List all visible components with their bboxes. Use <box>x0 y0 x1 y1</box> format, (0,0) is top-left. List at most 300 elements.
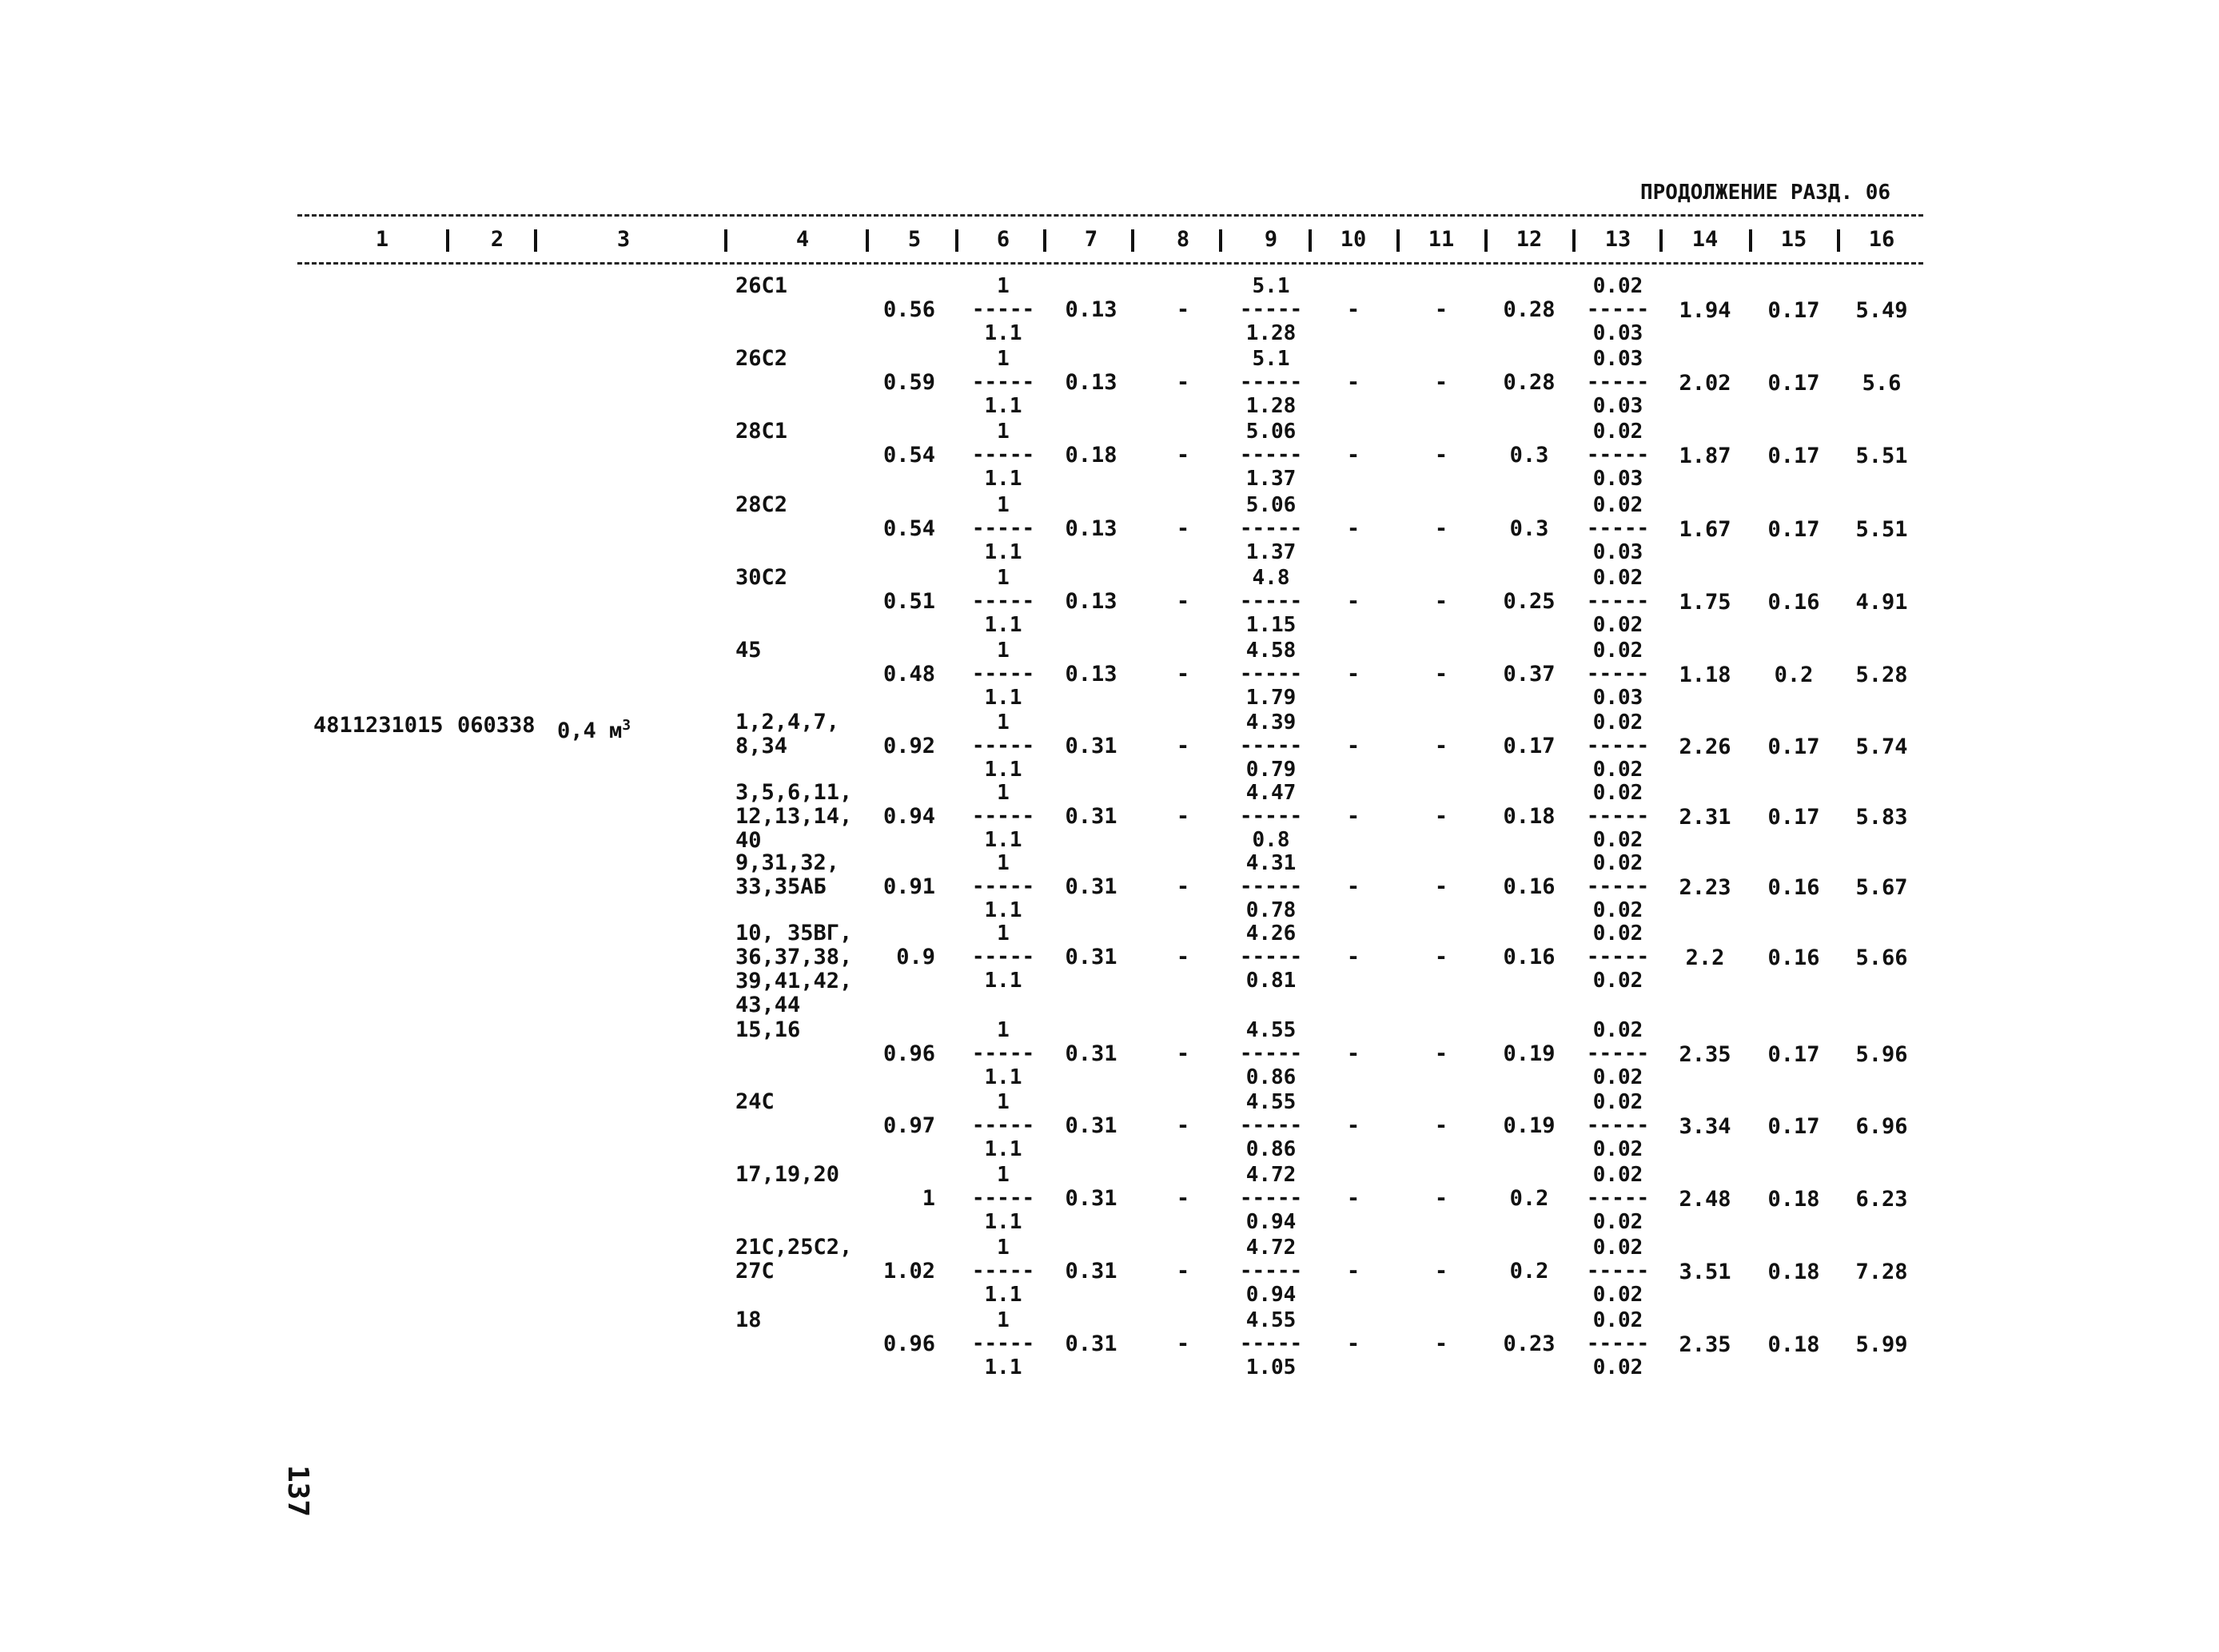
fraction-numerator: 4.47 <box>1245 781 1297 805</box>
cell-col-8: - <box>1176 589 1190 614</box>
fraction-bar: ----- <box>1586 1332 1650 1355</box>
fraction-bar: ----- <box>971 1041 1035 1065</box>
unit-exponent: 3 <box>622 717 631 734</box>
cell-col-7: 0.13 <box>1065 589 1117 614</box>
fraction-bar: ----- <box>971 734 1035 758</box>
column-header-2: 2 <box>490 227 504 252</box>
fraction-numerator: 0.02 <box>1592 274 1643 298</box>
fraction-denominator: 1.05 <box>1245 1355 1297 1379</box>
cell-col-11: - <box>1434 516 1448 541</box>
grade-label: 21С,25С2, <box>735 1235 853 1260</box>
cell-col-14: 2.26 <box>1679 734 1731 759</box>
cell-col-5: 0.51 <box>882 589 935 614</box>
cell-col-8: - <box>1176 662 1190 687</box>
fraction-denominator: 1.1 <box>984 758 1022 782</box>
column-header-11: 11 <box>1428 227 1455 252</box>
fraction-denominator: 1.79 <box>1245 686 1297 710</box>
page-number: 137 <box>281 1464 315 1518</box>
column-header-7: 7 <box>1084 227 1098 252</box>
cell-col-5: 0.94 <box>882 804 935 829</box>
fraction-numerator: 1 <box>997 922 1010 945</box>
cell-col-14: 2.02 <box>1679 371 1731 396</box>
column-header-6: 6 <box>996 227 1010 252</box>
fraction-bar: ----- <box>1586 589 1650 613</box>
cell-col-10: - <box>1346 1113 1360 1138</box>
cell-col-10: - <box>1346 874 1360 899</box>
fraction-bar: ----- <box>971 804 1035 828</box>
cell-col-11: - <box>1434 662 1448 687</box>
grade-label: 26С1 <box>735 273 788 298</box>
cell-col-16: 5.96 <box>1855 1042 1908 1067</box>
fraction-bar: ----- <box>971 662 1035 686</box>
fraction-denominator: 1.1 <box>984 1210 1022 1234</box>
cell-col-5: 0.96 <box>882 1332 935 1356</box>
cell-col-16: 5.67 <box>1855 875 1908 900</box>
grade-label: 43,44 <box>735 993 801 1017</box>
fraction-denominator: 0.03 <box>1592 321 1643 345</box>
unit-volume: 0,4 $м^3$ <box>557 717 631 743</box>
cell-col-15: 0.17 <box>1767 805 1820 830</box>
cell-col-12: 0.2 <box>1509 1259 1549 1284</box>
cell-col-7: 0.13 <box>1065 297 1117 322</box>
column-separator <box>1837 229 1840 252</box>
cell-col-12: 0.18 <box>1503 804 1556 829</box>
fraction-denominator: 1.1 <box>984 467 1022 491</box>
cell-col-8: - <box>1176 734 1190 758</box>
cell-col-15: 0.17 <box>1767 517 1820 542</box>
cell-col-16: 5.28 <box>1855 663 1908 687</box>
cell-col-10: - <box>1346 370 1360 395</box>
column-separator <box>1309 229 1312 252</box>
grade-label: 45 <box>735 638 762 663</box>
fraction-denominator: 0.02 <box>1592 613 1643 637</box>
cell-col-16: 5.49 <box>1855 298 1908 323</box>
cell-col-10: - <box>1346 662 1360 687</box>
fraction-denominator: 0.03 <box>1592 540 1643 564</box>
column-separator <box>1484 229 1488 252</box>
cell-col-5: 0.91 <box>882 874 935 899</box>
fraction-bar: ----- <box>1239 516 1303 540</box>
cell-col-16: 5.51 <box>1855 517 1908 542</box>
continuation-header: ПРОДОЛЖЕНИЕ РАЗД. 06 <box>1640 181 1891 205</box>
fraction-denominator: 0.02 <box>1592 828 1643 852</box>
cell-col-10: - <box>1346 589 1360 614</box>
cell-col-16: 5.74 <box>1855 734 1908 759</box>
grade-label: 10, 35ВГ, <box>735 921 853 945</box>
fraction-numerator: 5.06 <box>1245 420 1297 444</box>
cell-col-11: - <box>1434 1041 1448 1066</box>
cell-col-12: 0.37 <box>1503 662 1556 687</box>
cell-col-8: - <box>1176 370 1190 395</box>
cell-col-10: - <box>1346 1332 1360 1356</box>
fraction-bar: ----- <box>1586 1259 1650 1283</box>
fraction-numerator: 5.06 <box>1245 493 1297 517</box>
fraction-numerator: 0.02 <box>1592 922 1643 945</box>
cell-col-14: 2.31 <box>1679 805 1731 830</box>
fraction-numerator: 5.1 <box>1252 274 1290 298</box>
fraction-numerator: 4.31 <box>1245 851 1297 875</box>
fraction-bar: ----- <box>1586 734 1650 758</box>
cell-col-7: 0.31 <box>1065 1113 1117 1138</box>
fraction-denominator: 0.02 <box>1592 1137 1643 1161</box>
fraction-numerator: 4.55 <box>1245 1090 1297 1114</box>
fraction-bar: ----- <box>1239 1041 1303 1065</box>
cell-col-11: - <box>1434 1113 1448 1138</box>
cell-col-14: 1.18 <box>1679 663 1731 687</box>
column-separator <box>446 229 449 252</box>
cell-col-14: 2.2 <box>1685 945 1725 970</box>
fraction-denominator: 1.1 <box>984 321 1022 345</box>
item-code: 060338 <box>457 713 536 738</box>
cell-col-10: - <box>1346 1041 1360 1066</box>
fraction-bar: ----- <box>1239 1332 1303 1355</box>
cell-col-11: - <box>1434 1259 1448 1284</box>
column-separator <box>534 229 537 252</box>
fraction-denominator: 0.02 <box>1592 758 1643 782</box>
fraction-numerator: 1 <box>997 1236 1010 1260</box>
cell-col-7: 0.13 <box>1065 662 1117 687</box>
fraction-denominator: 0.02 <box>1592 1065 1643 1089</box>
cell-col-7: 0.31 <box>1065 1041 1117 1066</box>
fraction-bar: ----- <box>971 443 1035 467</box>
fraction-bar: ----- <box>1586 443 1650 467</box>
fraction-numerator: 1 <box>997 566 1010 590</box>
cell-col-7: 0.13 <box>1065 516 1117 541</box>
fraction-bar: ----- <box>971 1186 1035 1210</box>
product-code: 4811231015 <box>313 713 444 738</box>
grade-label: 30С2 <box>735 565 788 590</box>
fraction-bar: ----- <box>1239 874 1303 898</box>
grade-label: 39,41,42, <box>735 969 853 993</box>
fraction-bar: ----- <box>971 589 1035 613</box>
fraction-numerator: 4.8 <box>1252 566 1290 590</box>
fraction-numerator: 0.02 <box>1592 711 1643 734</box>
cell-col-12: 0.16 <box>1503 945 1556 969</box>
cell-col-14: 1.94 <box>1679 298 1731 323</box>
cell-col-15: 0.17 <box>1767 298 1820 323</box>
grade-label: 24С <box>735 1089 775 1114</box>
cell-col-8: - <box>1176 1259 1190 1284</box>
fraction-numerator: 1 <box>997 639 1010 663</box>
grade-label: 33,35АБ <box>735 874 827 899</box>
fraction-numerator: 1 <box>997 1308 1010 1332</box>
fraction-bar: ----- <box>1586 516 1650 540</box>
column-header-9: 9 <box>1264 227 1278 252</box>
column-header-10: 10 <box>1340 227 1367 252</box>
fraction-denominator: 1.1 <box>984 686 1022 710</box>
fraction-bar: ----- <box>971 945 1035 969</box>
fraction-bar: ----- <box>1586 874 1650 898</box>
fraction-denominator: 0.02 <box>1592 1355 1643 1379</box>
table-header-rule <box>297 262 1923 265</box>
fraction-denominator: 1.1 <box>984 898 1022 922</box>
fraction-numerator: 0.02 <box>1592 420 1643 444</box>
cell-col-14: 3.51 <box>1679 1260 1731 1284</box>
fraction-numerator: 4.55 <box>1245 1308 1297 1332</box>
cell-col-7: 0.18 <box>1065 443 1117 468</box>
fraction-denominator: 1.28 <box>1245 394 1297 418</box>
fraction-bar: ----- <box>1586 1041 1650 1065</box>
cell-col-16: 6.96 <box>1855 1114 1908 1139</box>
cell-col-15: 0.16 <box>1767 945 1820 970</box>
fraction-denominator: 0.03 <box>1592 686 1643 710</box>
cell-col-11: - <box>1434 734 1448 758</box>
cell-col-14: 2.35 <box>1679 1042 1731 1067</box>
column-separator <box>1219 229 1222 252</box>
grade-label: 1,2,4,7, <box>735 710 840 734</box>
cell-col-14: 2.23 <box>1679 875 1731 900</box>
cell-col-10: - <box>1346 734 1360 758</box>
column-separator <box>1572 229 1576 252</box>
column-separator <box>955 229 958 252</box>
fraction-denominator: 1.1 <box>984 540 1022 564</box>
fraction-numerator: 1 <box>997 851 1010 875</box>
fraction-numerator: 1 <box>997 274 1010 298</box>
fraction-numerator: 0.02 <box>1592 851 1643 875</box>
fraction-denominator: 0.03 <box>1592 467 1643 491</box>
cell-col-7: 0.31 <box>1065 1186 1117 1211</box>
cell-col-15: 0.17 <box>1767 734 1820 759</box>
fraction-denominator: 0.86 <box>1245 1137 1297 1161</box>
cell-col-5: 0.97 <box>882 1113 935 1138</box>
fraction-denominator: 0.02 <box>1592 969 1643 993</box>
grade-label: 8,34 <box>735 734 788 758</box>
fraction-numerator: 4.72 <box>1245 1236 1297 1260</box>
fraction-denominator: 1.37 <box>1245 540 1297 564</box>
cell-col-7: 0.31 <box>1065 734 1117 758</box>
fraction-numerator: 4.58 <box>1245 639 1297 663</box>
fraction-bar: ----- <box>1239 804 1303 828</box>
cell-col-11: - <box>1434 874 1448 899</box>
cell-col-15: 0.16 <box>1767 875 1820 900</box>
cell-col-12: 0.16 <box>1503 874 1556 899</box>
fraction-numerator: 1 <box>997 493 1010 517</box>
fraction-denominator: 1.1 <box>984 1065 1022 1089</box>
cell-col-7: 0.31 <box>1065 1332 1117 1356</box>
fraction-denominator: 0.94 <box>1245 1210 1297 1234</box>
cell-col-7: 0.13 <box>1065 370 1117 395</box>
fraction-numerator: 1 <box>997 711 1010 734</box>
fraction-denominator: 1.1 <box>984 1137 1022 1161</box>
grade-label: 12,13,14, <box>735 804 853 829</box>
column-header-13: 13 <box>1604 227 1631 252</box>
fraction-bar: ----- <box>1586 945 1650 969</box>
fraction-denominator: 1.1 <box>984 1283 1022 1307</box>
cell-col-10: - <box>1346 1186 1360 1211</box>
fraction-bar: ----- <box>1586 804 1650 828</box>
fraction-bar: ----- <box>1239 1186 1303 1210</box>
fraction-numerator: 0.02 <box>1592 1090 1643 1114</box>
cell-col-12: 0.2 <box>1509 1186 1549 1211</box>
fraction-denominator: 1.1 <box>984 1355 1022 1379</box>
grade-label: 17,19,20 <box>735 1162 840 1187</box>
cell-col-5: 0.54 <box>882 516 935 541</box>
cell-col-5: 0.48 <box>882 662 935 687</box>
cell-col-16: 6.23 <box>1855 1187 1908 1212</box>
fraction-denominator: 0.02 <box>1592 898 1643 922</box>
fraction-numerator: 0.02 <box>1592 1163 1643 1187</box>
fraction-numerator: 4.39 <box>1245 711 1297 734</box>
cell-col-8: - <box>1176 874 1190 899</box>
cell-col-7: 0.31 <box>1065 874 1117 899</box>
cell-col-11: - <box>1434 804 1448 829</box>
cell-col-7: 0.31 <box>1065 1259 1117 1284</box>
cell-col-15: 0.18 <box>1767 1187 1820 1212</box>
column-separator <box>1043 229 1046 252</box>
cell-col-10: - <box>1346 1259 1360 1284</box>
fraction-numerator: 0.02 <box>1592 1018 1643 1042</box>
fraction-bar: ----- <box>1239 1259 1303 1283</box>
cell-col-11: - <box>1434 443 1448 468</box>
fraction-denominator: 1.15 <box>1245 613 1297 637</box>
fraction-bar: ----- <box>1586 297 1650 321</box>
cell-col-15: 0.2 <box>1774 663 1814 687</box>
cell-col-12: 0.3 <box>1509 443 1549 468</box>
cell-col-15: 0.17 <box>1767 371 1820 396</box>
cell-col-10: - <box>1346 804 1360 829</box>
fraction-denominator: 0.02 <box>1592 1283 1643 1307</box>
fraction-denominator: 1.1 <box>984 828 1022 852</box>
fraction-bar: ----- <box>971 297 1035 321</box>
cell-col-16: 5.51 <box>1855 444 1908 468</box>
fraction-numerator: 1 <box>997 1163 1010 1187</box>
fraction-numerator: 1 <box>997 781 1010 805</box>
cell-col-8: - <box>1176 443 1190 468</box>
grade-label: 3,5,6,11, <box>735 780 853 805</box>
fraction-numerator: 0.02 <box>1592 566 1643 590</box>
cell-col-5: 0.96 <box>882 1041 935 1066</box>
fraction-bar: ----- <box>1239 734 1303 758</box>
fraction-numerator: 1 <box>997 420 1010 444</box>
cell-col-5: 0.9 <box>896 945 935 969</box>
fraction-bar: ----- <box>1239 945 1303 969</box>
fraction-numerator: 0.02 <box>1592 1308 1643 1332</box>
cell-col-11: - <box>1434 1186 1448 1211</box>
cell-col-15: 0.16 <box>1767 590 1820 615</box>
cell-col-8: - <box>1176 1113 1190 1138</box>
column-header-3: 3 <box>616 227 631 252</box>
column-separator <box>724 229 727 252</box>
cell-col-11: - <box>1434 297 1448 322</box>
fraction-numerator: 1 <box>997 1090 1010 1114</box>
cell-col-11: - <box>1434 370 1448 395</box>
fraction-numerator: 4.26 <box>1245 922 1297 945</box>
cell-col-14: 1.75 <box>1679 590 1731 615</box>
fraction-denominator: 0.86 <box>1245 1065 1297 1089</box>
grade-label: 18 <box>735 1308 762 1332</box>
fraction-numerator: 4.72 <box>1245 1163 1297 1187</box>
grade-label: 40 <box>735 828 762 853</box>
cell-col-15: 0.17 <box>1767 1042 1820 1067</box>
column-header-15: 15 <box>1780 227 1807 252</box>
cell-col-11: - <box>1434 945 1448 969</box>
fraction-bar: ----- <box>971 1113 1035 1137</box>
cell-col-5: 1.02 <box>882 1259 935 1284</box>
cell-col-8: - <box>1176 1332 1190 1356</box>
fraction-numerator: 0.03 <box>1592 347 1643 371</box>
fraction-bar: ----- <box>1239 443 1303 467</box>
grade-label: 27С <box>735 1259 775 1284</box>
cell-col-15: 0.18 <box>1767 1260 1820 1284</box>
fraction-bar: ----- <box>1586 662 1650 686</box>
cell-col-8: - <box>1176 516 1190 541</box>
cell-col-14: 2.35 <box>1679 1332 1731 1357</box>
fraction-denominator: 1.1 <box>984 613 1022 637</box>
cell-col-5: 0.54 <box>882 443 935 468</box>
fraction-numerator: 4.55 <box>1245 1018 1297 1042</box>
column-header-1: 1 <box>375 227 389 252</box>
cell-col-11: - <box>1434 1332 1448 1356</box>
cell-col-5: 0.92 <box>882 734 935 758</box>
cell-col-12: 0.19 <box>1503 1113 1556 1138</box>
cell-col-16: 5.6 <box>1862 371 1902 396</box>
grade-label: 28С1 <box>735 419 788 444</box>
cell-col-7: 0.31 <box>1065 804 1117 829</box>
cell-col-12: 0.17 <box>1503 734 1556 758</box>
cell-col-8: - <box>1176 804 1190 829</box>
grade-label: 26С2 <box>735 346 788 371</box>
cell-col-16: 5.99 <box>1855 1332 1908 1357</box>
cell-col-12: 0.23 <box>1503 1332 1556 1356</box>
fraction-numerator: 0.02 <box>1592 639 1643 663</box>
fraction-bar: ----- <box>971 1332 1035 1355</box>
fraction-bar: ----- <box>1239 370 1303 394</box>
fraction-denominator: 1.1 <box>984 969 1022 993</box>
cell-col-15: 0.17 <box>1767 444 1820 468</box>
fraction-bar: ----- <box>1586 1186 1650 1210</box>
fraction-numerator: 0.02 <box>1592 493 1643 517</box>
fraction-denominator: 0.02 <box>1592 1210 1643 1234</box>
cell-col-15: 0.17 <box>1767 1114 1820 1139</box>
column-header-16: 16 <box>1868 227 1895 252</box>
table-top-rule <box>297 214 1923 217</box>
cell-col-5: 1 <box>922 1186 935 1211</box>
cell-col-15: 0.18 <box>1767 1332 1820 1357</box>
fraction-bar: ----- <box>1586 370 1650 394</box>
cell-col-8: - <box>1176 945 1190 969</box>
fraction-denominator: 0.81 <box>1245 969 1297 993</box>
cell-col-14: 3.34 <box>1679 1114 1731 1139</box>
cell-col-10: - <box>1346 443 1360 468</box>
cell-col-12: 0.19 <box>1503 1041 1556 1066</box>
column-header-8: 8 <box>1176 227 1190 252</box>
fraction-bar: ----- <box>971 874 1035 898</box>
grade-label: 9,31,32, <box>735 850 840 875</box>
fraction-numerator: 0.02 <box>1592 1236 1643 1260</box>
fraction-denominator: 0.8 <box>1252 828 1290 852</box>
grade-label: 15,16 <box>735 1017 801 1042</box>
cell-col-8: - <box>1176 297 1190 322</box>
fraction-bar: ----- <box>971 1259 1035 1283</box>
grade-label: 28С2 <box>735 492 788 517</box>
cell-col-16: 7.28 <box>1855 1260 1908 1284</box>
column-header-5: 5 <box>907 227 922 252</box>
fraction-denominator: 0.94 <box>1245 1283 1297 1307</box>
fraction-denominator: 1.28 <box>1245 321 1297 345</box>
column-separator <box>1131 229 1134 252</box>
cell-col-14: 1.87 <box>1679 444 1731 468</box>
cell-col-7: 0.31 <box>1065 945 1117 969</box>
column-separator <box>1659 229 1663 252</box>
fraction-numerator: 1 <box>997 1018 1010 1042</box>
fraction-bar: ----- <box>1586 1113 1650 1137</box>
fraction-numerator: 5.1 <box>1252 347 1290 371</box>
column-header-12: 12 <box>1516 227 1543 252</box>
fraction-denominator: 0.03 <box>1592 394 1643 418</box>
cell-col-8: - <box>1176 1186 1190 1211</box>
grade-label: 36,37,38, <box>735 945 853 969</box>
fraction-bar: ----- <box>1239 1113 1303 1137</box>
